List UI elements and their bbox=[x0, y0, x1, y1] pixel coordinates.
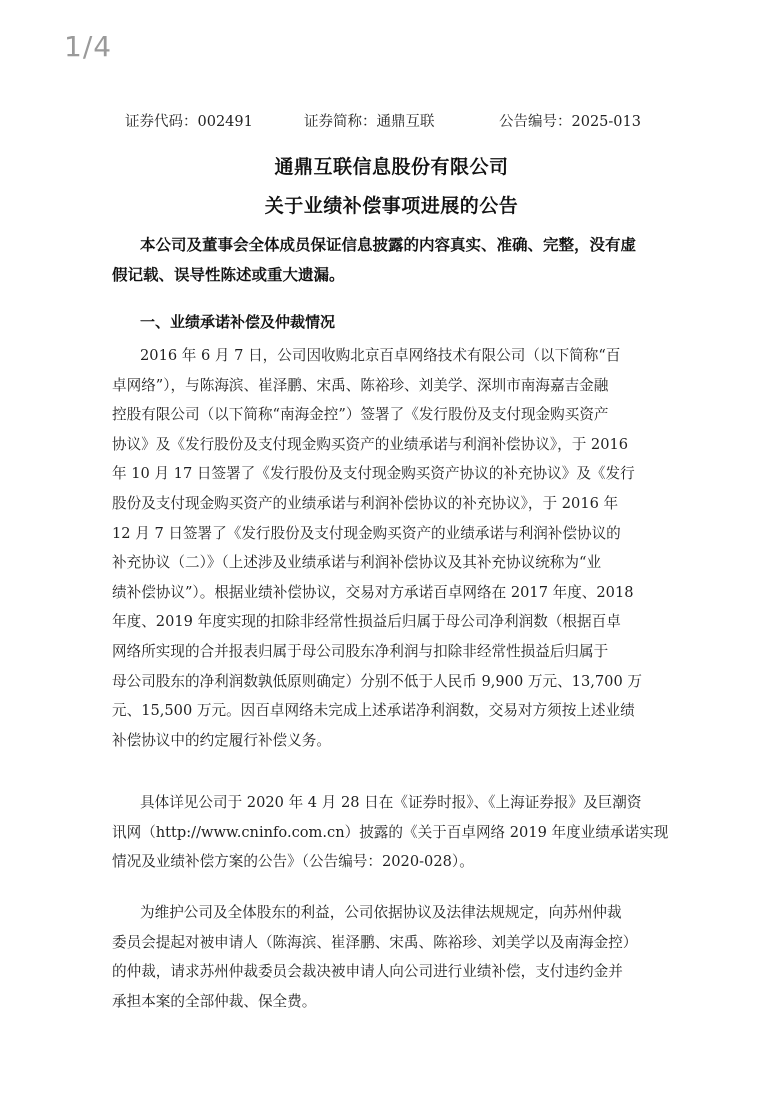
stock-code: 证券代码：002491 bbox=[125, 114, 253, 130]
notice-number: 公告编号：2025-013 bbox=[499, 114, 641, 130]
paragraph-line: 补充协议（二）》（上述涉及业绩承诺与利润补偿协议及其补充协议统称为“业 bbox=[112, 554, 602, 572]
statement-line: 本公司及董事会全体成员保证信息披露的内容真实、准确、完整，没有虚 bbox=[140, 236, 637, 254]
paragraph-line: 卓网络”），与陈海滨、崔泽鹏、宋禹、陈裕珍、刘美学、深圳市南海嘉吉金融 bbox=[112, 376, 609, 394]
paragraph-line: 讯网（http://www.cninfo.com.cn）披露的《关于百卓网络 2019 年度业绩承诺实现 bbox=[112, 823, 669, 841]
paragraph-line: 具体详见公司于 2020 年 4 月 28 日在《证券时报》、《上海证券报》及巨潮资 bbox=[140, 794, 642, 811]
paragraph-line: 承担本案的全部仲裁、保全费。 bbox=[112, 992, 317, 1010]
statement-line: 假记载、误导性陈述或重大遗漏。 bbox=[112, 266, 345, 284]
paragraph-line: 协议》及《发行股份及支付现金购买资产的业绩承诺与利润补偿协议》，于 2016 bbox=[112, 435, 629, 453]
paragraph-line: 委员会提起对被申请人（陈海滨、崔泽鹏、宋禹、陈裕珍、刘美学以及南海金控） bbox=[112, 933, 638, 951]
paragraph-line: 年度、2019 年度实现的扣除非经常性损益后归属于母公司净利润数（根据百卓 bbox=[112, 613, 621, 631]
paragraph-arbitration bbox=[112, 898, 672, 1016]
announcement-subject: 关于业绩补偿事项进展的公告 bbox=[264, 195, 519, 217]
paragraph-line: 控股有限公司（以下简称“南海金控”）签署了《发行股份及支付现金购买资产 bbox=[112, 406, 609, 424]
section-heading: 一、业绩承诺补偿及仲裁情况 bbox=[140, 313, 336, 331]
paragraph-line: 年 10 月 17 日签署了《发行股份及支付现金购买资产协议的补充协议》及《发行 bbox=[112, 465, 635, 483]
paragraph-line: 的仲裁，请求苏州仲裁委员会裁决被申请人向公司进行业绩补偿，支付违约金并 bbox=[112, 963, 623, 981]
page-indicator: 1/4 bbox=[64, 30, 113, 63]
paragraph-line: 为维护公司及全体股东的利益，公司依据协议及法律法规规定，向苏州仲裁 bbox=[140, 904, 622, 921]
paragraph-line: 股份及支付现金购买资产的业绩承诺与利润补偿协议的补充协议》，于 2016 年 bbox=[112, 494, 619, 512]
paragraph-line: 12 月 7 日签署了《发行股份及支付现金购买资产的业绩承诺与利润补偿协议的 bbox=[112, 524, 621, 542]
paragraph-line: 网络所实现的合并报表归属于母公司股东净利润与扣除非经常性损益后归属于 bbox=[112, 642, 609, 660]
paragraph-disclosure-reference bbox=[112, 788, 672, 877]
paragraph-line: 2016 年 6 月 7 日，公司因收购北京百卓网络技术有限公司（以下简称“百 bbox=[140, 347, 621, 364]
paragraph-line: 绩补偿协议”）。根据业绩补偿协议，交易对方承诺百卓网络在 2017 年度、2018 bbox=[112, 583, 634, 601]
paragraph-line: 情况及业绩补偿方案的公告》（公告编号：2020-028）。 bbox=[112, 853, 474, 871]
paragraph-performance-commitment bbox=[112, 341, 672, 755]
company-title: 通鼎互联信息股份有限公司 bbox=[274, 156, 509, 178]
paragraph-line: 母公司股东的净利润数孰低原则确定）分别不低于人民币 9,900 万元、13,700 万 bbox=[112, 672, 642, 690]
paragraph-line: 元、15,500 万元。因百卓网络未完成上述承诺净利润数，交易对方须按上述业绩 bbox=[112, 702, 635, 720]
paragraph-line: 补偿协议中的约定履行补偿义务。 bbox=[112, 731, 331, 749]
stock-abbreviation: 证券简称：通鼎互联 bbox=[304, 114, 435, 130]
